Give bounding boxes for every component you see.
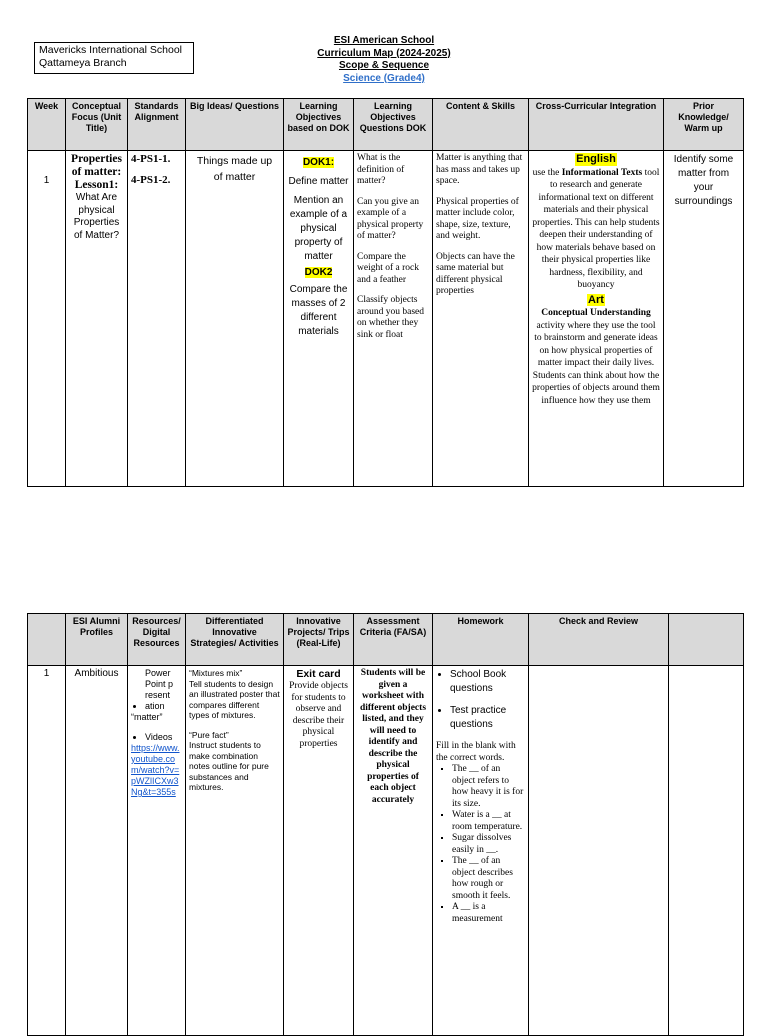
dok2-badge: DOK2 — [304, 266, 333, 278]
header-homework: Homework — [433, 614, 529, 666]
header-conceptual-focus: Conceptual Focus (Unit Title) — [66, 99, 128, 151]
activity-title: “Pure fact” — [189, 729, 229, 740]
header-extra-blank — [669, 614, 744, 666]
week-number: 1 — [43, 668, 50, 679]
standards-cell — [128, 151, 186, 487]
fill-in-blank-list — [436, 764, 525, 925]
dok-question: What is the definition of matter? — [357, 153, 405, 186]
list-item: • School Book questions — [450, 668, 525, 696]
dok1-objective: Define matter — [288, 175, 349, 187]
prior-knowledge-text: Identify some matter from your surroundings — [673, 154, 734, 207]
week-number: 1 — [43, 175, 50, 186]
content-text: Objects can have the same material but different physical properties — [436, 251, 515, 296]
list-item: • PowerPoint presentation — [145, 668, 182, 712]
header-learning-objectives-dok: Learning Objectives based on DOK — [284, 99, 354, 151]
resources-cell — [128, 666, 186, 1036]
art-subject-label: Art — [588, 293, 604, 306]
big-idea-text: Things made up of matter — [196, 155, 273, 183]
cross-curricular-cell — [529, 151, 664, 487]
list-item: ▪ The __ of an object refers to how heavy it is for its size. — [452, 764, 525, 810]
english-integration-text: use the Informational Texts tool to research and generate informational text on different materials and their physical properties. This can help students deepen their understanding of how materials behave based on their physical properties like hardness, flexibility, and buoyancy — [532, 167, 660, 290]
check-review-cell — [529, 666, 669, 1036]
header-alumni-profiles: ESI Alumni Profiles — [66, 614, 128, 666]
header-standards: Standards Alignment — [128, 99, 186, 151]
header-cross-curricular: Cross-Curricular Integration — [529, 99, 664, 151]
header-big-ideas: Big Ideas/ Questions — [186, 99, 284, 151]
header-innovative-projects: Innovative Projects/ Trips (Real-Life) — [284, 614, 354, 666]
table-row — [28, 151, 744, 487]
learning-questions-cell — [354, 151, 433, 487]
table-1-header-row — [28, 99, 744, 151]
header-prior-knowledge: Prior Knowledge/ Warm up — [664, 99, 744, 151]
dok-question: Can you give an example of a physical property of matter? — [357, 196, 424, 241]
dok1-badge: DOK1: — [302, 157, 335, 168]
list-item: • Videos — [145, 732, 182, 743]
activity-description: Instruct students to make combination notes outline for pure substances and mixtures. — [189, 740, 269, 792]
resources-list — [131, 732, 182, 743]
curriculum-table-2 — [27, 613, 744, 1036]
document-title: ESI American School — [333, 35, 435, 46]
dok-question: Classify objects around you based on whether they sink or float — [357, 295, 425, 340]
content-text: Matter is anything that has mass and takes up space. — [436, 153, 523, 186]
scope-sequence-title: Scope & Sequence — [338, 60, 430, 71]
header-week-blank — [28, 614, 66, 666]
table-row — [28, 666, 744, 1036]
english-subject-label: English — [576, 153, 616, 165]
assessment-text: Students will be given a worksheet with different objects listed, and they will need to identify and describe the physical properties of each object accurately — [359, 668, 427, 805]
header-differentiated-strategies: Differentiated Innovative Strategies/ Activities — [186, 614, 284, 666]
list-item: • Test practice questions — [450, 704, 525, 732]
header-assessment-criteria: Assessment Criteria (FA/SA) — [354, 614, 433, 666]
big-ideas-cell — [186, 151, 284, 487]
conceptual-focus-cell — [66, 151, 128, 487]
subject-title: Science (Grade4) — [343, 72, 425, 84]
dok-question: Compare the weight of a rock and a feather — [357, 251, 419, 285]
differentiated-cell — [186, 666, 284, 1036]
assessment-criteria-cell — [354, 666, 433, 1036]
project-description: Provide objects for students to observe and describe their physical properties — [289, 681, 348, 749]
header-week: Week — [28, 99, 66, 151]
standard-code: 4-PS1-2. — [131, 174, 171, 186]
list-item: ▪ Sugar dissolves easily in __. — [452, 833, 525, 856]
homework-cell — [433, 666, 529, 1036]
content-text: Physical properties of matter include color, shape, size, texture, and weight. — [436, 196, 519, 241]
school-branch: Qattameya Branch — [39, 57, 127, 69]
content-skills-cell — [433, 151, 529, 487]
resources-list — [131, 668, 182, 712]
resource-note: “matter” — [131, 712, 163, 722]
activity-description: Tell students to design an illustrated poster that compares different types of mixtures. — [189, 678, 280, 720]
document-header — [290, 35, 478, 85]
curriculum-table-1 — [27, 98, 744, 487]
homework-list — [436, 668, 525, 732]
youtube-video-link[interactable]: https://www.youtube.com/watch?v=pWZlICXw3Ng&t=355s — [131, 743, 180, 797]
school-name: Mavericks International School — [39, 44, 182, 56]
extra-cell — [669, 666, 744, 1036]
innovative-projects-cell — [284, 666, 354, 1036]
art-integration-text: Conceptual Understanding activity where they use the tool to brainstorm and generate ideas on how physical properties of matter impact their daily lives. Students can think about how the properties of objects around them influence how they use them — [532, 308, 660, 406]
prior-knowledge-cell — [664, 151, 744, 487]
table-2-header-row — [28, 614, 744, 666]
list-item: ▪ Water is a __ at room temperature. — [452, 810, 525, 833]
list-item: ▪ The __ of an object describes how rough or smooth it feels. — [452, 856, 525, 902]
list-item: ▪ A __ is a measurement — [452, 902, 525, 925]
project-title: Exit card — [296, 668, 341, 680]
unit-title: Properties of matter: Lesson1: — [71, 153, 122, 191]
curriculum-map-title: Curriculum Map (2024-2025) — [317, 47, 451, 59]
alumni-profile-text: Ambitious — [74, 668, 119, 679]
header-check-review: Check and Review — [529, 614, 669, 666]
week-cell — [28, 666, 66, 1036]
activity-title: “Mixtures mix” — [189, 668, 243, 678]
week-cell — [28, 151, 66, 487]
school-name-box — [34, 42, 194, 74]
learning-objectives-dok-cell — [284, 151, 354, 487]
header-resources: Resources/ Digital Resources — [128, 614, 186, 666]
dok1-objective: Mention an example of a physical property of matter — [289, 194, 348, 262]
dok2-objective: Compare the masses of 2 different materials — [289, 284, 348, 337]
header-content-skills: Content & Skills — [433, 99, 529, 151]
homework-instructions: Fill in the blank with the correct words. — [436, 741, 516, 763]
header-learning-objectives-questions: Learning Objectives Questions DOK — [354, 99, 433, 151]
standard-code: 4-PS1-1. — [131, 153, 171, 165]
lesson-question: What Are physical Properties of Matter? — [73, 192, 120, 241]
alumni-profile-cell — [66, 666, 128, 1036]
